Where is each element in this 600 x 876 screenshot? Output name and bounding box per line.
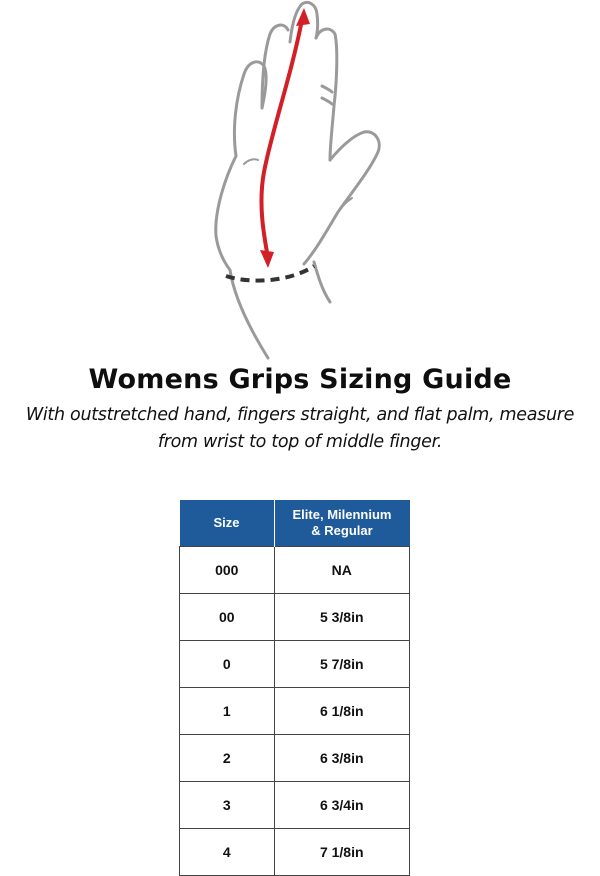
size-cell: 0 <box>180 641 275 688</box>
table-row <box>180 829 410 876</box>
page-title: Womens Grips Sizing Guide <box>88 364 512 395</box>
instructions <box>0 402 600 456</box>
table-row <box>180 594 410 641</box>
size-cell: 00 <box>180 594 275 641</box>
hand-illustration-icon <box>190 0 410 360</box>
size-cell: 2 <box>180 735 275 782</box>
measurement-cell: 6 3/8in <box>274 735 409 782</box>
table-row <box>180 688 410 735</box>
measurement-cell: NA <box>274 547 409 594</box>
table-row <box>180 641 410 688</box>
instructions-line-2: from wrist to top of middle finger. <box>157 432 443 452</box>
model-column-header <box>274 500 409 547</box>
size-cell: 000 <box>180 547 275 594</box>
measurement-cell: 7 1/8in <box>274 829 409 876</box>
table-row <box>180 547 410 594</box>
measurement-cell: 6 1/8in <box>274 688 409 735</box>
model-header-line-1: Elite, Milennium <box>292 507 392 522</box>
size-cell: 1 <box>180 688 275 735</box>
size-column-header: Size <box>180 500 275 547</box>
measurement-cell: 5 7/8in <box>274 641 409 688</box>
table-header-row <box>180 500 410 547</box>
table-row <box>180 735 410 782</box>
size-cell: 3 <box>180 782 275 829</box>
measurement-cell: 5 3/8in <box>274 594 409 641</box>
sizing-table <box>179 500 410 876</box>
table-row <box>180 782 410 829</box>
size-cell: 4 <box>180 829 275 876</box>
measurement-cell: 6 3/4in <box>274 782 409 829</box>
instructions-line-1: With outstretched hand, fingers straight, and flat palm, measure <box>25 405 575 425</box>
model-header-line-2: & Regular <box>311 523 373 538</box>
